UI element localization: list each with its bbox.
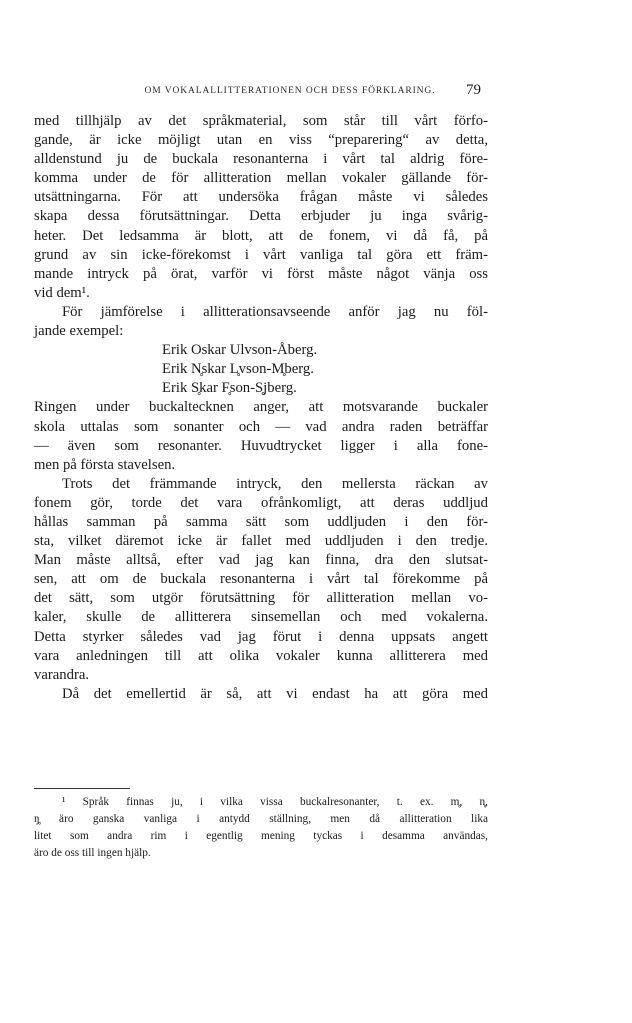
- footnote-rule: [34, 788, 130, 789]
- example-line: Erik N̥skar L̥vson-M̥berg.: [162, 361, 314, 378]
- running-title: OM VOKALALLITTERATIONEN OCH DESS FÖRKLARING.: [144, 86, 436, 96]
- text-line: Trots det främmande intryck, den mellersta räckan av: [62, 475, 488, 492]
- text-line: varandra.: [34, 666, 90, 683]
- text-line: heter. Det ledsamma är blott, att de fonem, vi då få, på: [34, 227, 488, 244]
- footnote: [34, 794, 488, 862]
- text-line: sen, att om de buckala resonanterna i vårt tal förekomme på: [34, 571, 488, 588]
- footnote-line: ¹ Språk finnas ju, i vilka vissa buckalresonanter, t. ex. m̥, n̥,: [62, 796, 488, 808]
- text-line: alldenstund ju de buckala resonanterna i vårt tal aldrig före-: [34, 151, 488, 168]
- text-line: För jämförelse i allitterationsavseende anför jag nu föl-: [62, 303, 488, 320]
- text-line: Då det emellertid är så, att vi endast ha att göra med: [62, 685, 488, 702]
- text-line: skapa dessa förutsättningar. Detta erbjuder ju inga svårig-: [34, 208, 488, 225]
- text-line: Man måste alltså, efter vad jag kan finna, dra den slutsat-: [34, 552, 488, 569]
- example-line: Erik Oskar Ulvson-Åberg.: [162, 342, 318, 359]
- text-line: det sätt, som utgör förutsättning för allitteration mellan vo-: [34, 590, 488, 607]
- paragraph-1: [34, 112, 488, 303]
- text-line: kaler, skulle de allitterera sinsemellan och med vokalerna.: [34, 609, 488, 626]
- paragraph-3: [34, 398, 488, 474]
- text-line: utsättningarna. För att undersöka frågan måste vi således: [34, 189, 488, 206]
- paragraph-5: [34, 685, 488, 704]
- text-line: gande, är icke möjligt utan en viss “preparering“ av detta,: [34, 132, 488, 149]
- footnote-line: äro de oss till ingen hjälp.: [34, 847, 151, 860]
- text-line: med tillhjälp av det språkmaterial, som står till vårt förfo-: [34, 113, 488, 129]
- paragraph-2: [34, 303, 488, 341]
- text-line: komma under de för allitteration mellan vokaler gällande för-: [34, 170, 488, 187]
- text-line: skola uttalas som sonanter och — vad andra raden beträffar: [34, 418, 488, 435]
- text-line: grund av sin icke-förekomst i vårt vanliga tal göra ett främ-: [34, 246, 488, 263]
- text-line: vid dem¹.: [34, 284, 90, 301]
- text-line: hållas samman på samma sätt som uddljuden i den för-: [34, 513, 488, 530]
- text-line: mande intryck på örat, varför vi först måste något vänja oss: [34, 265, 488, 282]
- text-line: jande exempel:: [34, 323, 124, 340]
- text-line: Ringen under buckaltecknen anger, att motsvarande buckaler: [34, 399, 488, 416]
- text-line: — även som resonanter. Huvudtrycket ligger i alla fone-: [34, 437, 488, 454]
- example-list: [34, 341, 488, 398]
- text-line: men på första stavelsen.: [34, 456, 176, 473]
- footnote-line: litet som andra rim i egentlig mening tyckas i desamma användas,: [34, 830, 488, 843]
- paragraph-4: [34, 475, 488, 685]
- text-line: fonem gör, torde det vara ofrånkomligt, att deras uddljud: [34, 494, 488, 511]
- footnote-line: ŋ̥ äro ganska vanliga i antydd ställning, men då allitteration lika: [34, 813, 488, 826]
- body-text: [34, 112, 488, 704]
- page-number: 79: [466, 82, 481, 98]
- text-line: Detta styrker således vad jag förut i denna uppsats angett: [34, 628, 488, 645]
- text-line: sta, vilket däremot icke är fallet med uddljuden i den tredje.: [34, 533, 488, 550]
- example-line: Erik S̥kar F̥son-S̥jberg.: [162, 380, 297, 397]
- text-line: vara anledningen till att olika vokaler kunna allitterera med: [34, 647, 488, 664]
